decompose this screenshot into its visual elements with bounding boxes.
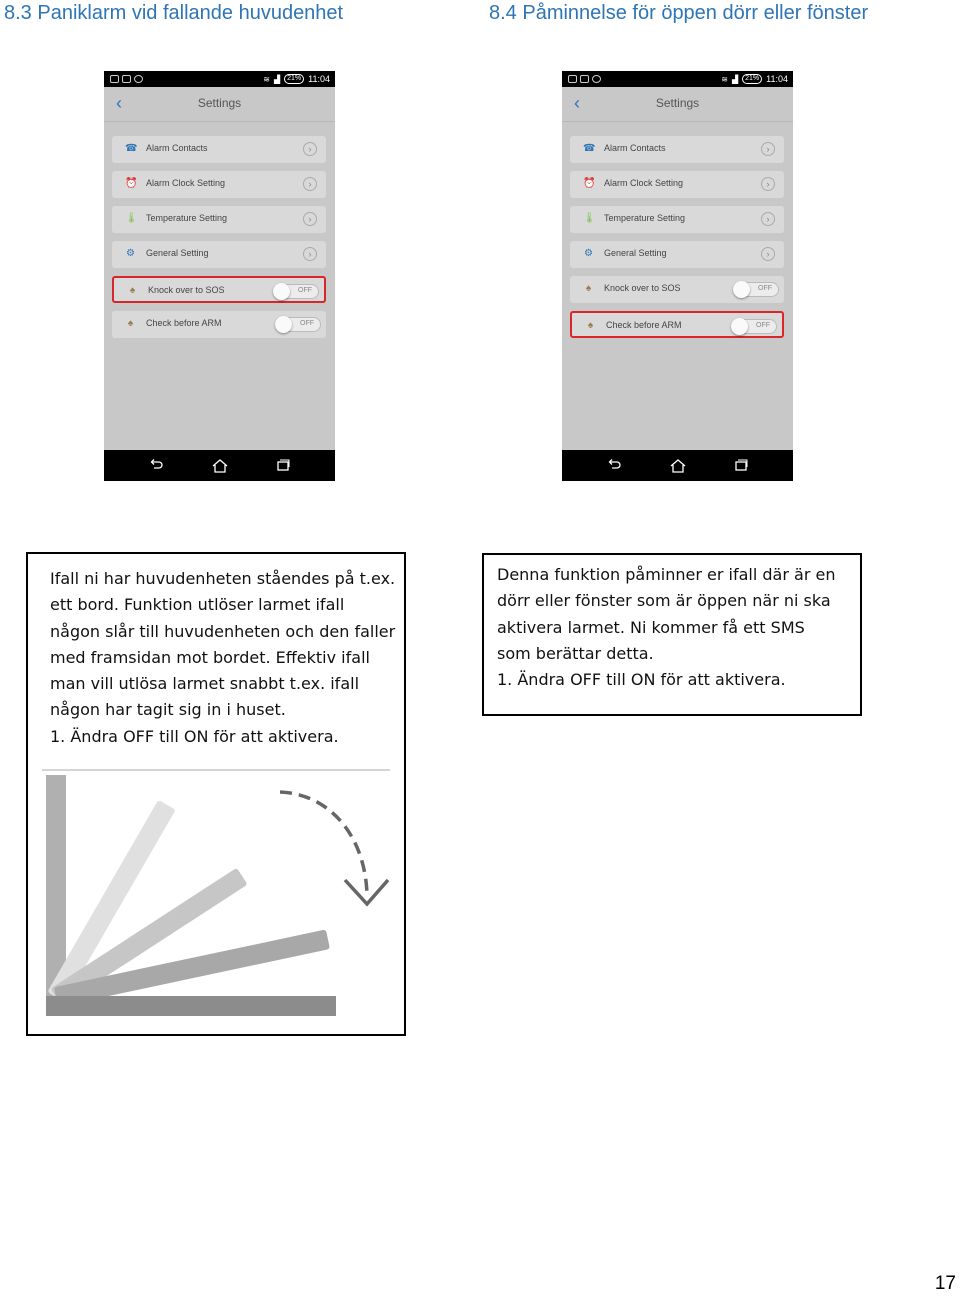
switch-knob: [275, 316, 292, 333]
phone-icon: ☎: [583, 143, 596, 154]
knock-icon: ♠: [585, 283, 592, 294]
recent-apps-icon[interactable]: [276, 458, 290, 472]
unit-fallen: [46, 996, 336, 1016]
menu-general-setting[interactable]: [570, 241, 784, 268]
text-line: dörr eller fönster som är öppen när ni ska: [497, 591, 831, 611]
open-door-description: [497, 562, 835, 693]
phone-icon: ☎: [125, 143, 138, 154]
menu-label: General Setting: [146, 248, 209, 258]
gear-icon: ⚙: [584, 248, 593, 259]
text-line: ett bord. Funktion utlöser larmet ifall: [50, 595, 345, 615]
chevron-right-icon: ›: [303, 247, 317, 261]
chevron-right-icon: ›: [761, 142, 775, 156]
menu-label: Alarm Clock Setting: [146, 178, 226, 188]
toggle-check-before-arm[interactable]: [570, 311, 784, 338]
menu-alarm-clock-setting[interactable]: [570, 171, 784, 198]
android-nav-bar: [104, 450, 335, 481]
alarm-clock-icon: ⏰: [583, 178, 596, 189]
phone-screenshot-knock-over: [104, 71, 335, 481]
check-arm-switch[interactable]: [731, 319, 777, 334]
text-line: man vill utlösa larmet snabbt t.ex. ifall: [50, 674, 360, 694]
chevron-right-icon: ›: [761, 177, 775, 191]
thermometer-icon: 🌡: [583, 213, 596, 224]
menu-label: Temperature Setting: [604, 213, 686, 223]
status-bar: [104, 71, 335, 87]
text-line: aktivera larmet. Ni kommer få ett SMS: [497, 617, 805, 637]
knock-icon: ♠: [129, 285, 136, 296]
menu-label: Alarm Clock Setting: [604, 178, 684, 188]
settings-header: [562, 87, 793, 122]
menu-label: Temperature Setting: [146, 213, 228, 223]
knock-over-description-box: [26, 552, 406, 1036]
toggle-check-before-arm[interactable]: [112, 311, 326, 338]
menu-temperature-setting[interactable]: [112, 206, 326, 233]
text-line: 1. Ändra OFF till ON för att aktivera.: [497, 670, 786, 690]
switch-knob: [731, 318, 748, 335]
text-line: Denna funktion påminner er ifall där är en: [497, 565, 836, 584]
phone-screenshot-check-before-arm: [562, 71, 793, 481]
page-number: 17: [934, 1273, 956, 1294]
switch-state: OFF: [758, 285, 772, 292]
switch-state: OFF: [300, 320, 314, 327]
section-heading-8-4: 8.4 Påminnelse för öppen dörr eller fönster: [489, 2, 869, 24]
wifi-icon: ≋: [263, 74, 270, 84]
battery-indicator: 21%: [742, 74, 762, 84]
recent-apps-icon[interactable]: [734, 458, 748, 472]
toggle-label: Knock over to SOS: [148, 285, 225, 295]
menu-temperature-setting[interactable]: [570, 206, 784, 233]
toggle-knock-over-sos[interactable]: [570, 276, 784, 303]
chevron-right-icon: ›: [303, 142, 317, 156]
home-nav-icon[interactable]: [212, 458, 228, 474]
menu-alarm-clock-setting[interactable]: [112, 171, 326, 198]
thermometer-icon: 🌡: [125, 213, 138, 224]
gear-icon: ⚙: [126, 248, 135, 259]
check-arm-switch[interactable]: [275, 317, 321, 332]
chevron-right-icon: ›: [761, 212, 775, 226]
settings-header: [104, 87, 335, 122]
back-arrow-icon[interactable]: ‹: [116, 93, 122, 113]
wifi-icon: ≋: [721, 74, 728, 84]
toggle-label: Check before ARM: [606, 320, 682, 330]
signal-icon: ▟: [731, 74, 739, 84]
chevron-right-icon: ›: [761, 247, 775, 261]
text-line: Ifall ni har huvudenheten ståendes på t.ex.: [50, 569, 396, 588]
text-line: med framsidan mot bordet. Effektiv ifall: [50, 647, 370, 667]
chevron-right-icon: ›: [303, 177, 317, 191]
clock-time: 11:04: [766, 74, 788, 84]
notification-icon: [568, 75, 577, 83]
chevron-right-icon: ›: [303, 212, 317, 226]
nfc-icon: [122, 75, 131, 83]
knock-sos-switch[interactable]: [273, 284, 319, 299]
switch-knob: [733, 281, 750, 298]
menu-label: Alarm Contacts: [146, 143, 208, 153]
text-line: någon slår till huvudenheten och den faller: [50, 621, 396, 641]
back-nav-icon[interactable]: [607, 458, 621, 472]
text-line: någon har tagit sig in i huset.: [50, 700, 286, 720]
screen-title: Settings: [655, 96, 700, 110]
back-arrow-icon[interactable]: ‹: [574, 93, 580, 113]
screen-title: Settings: [197, 96, 242, 110]
unit-upright: [46, 775, 66, 997]
open-door-description-box: [482, 553, 862, 716]
section-heading-8-3: 8.3 Paniklarm vid fallande huvudenhet: [4, 2, 344, 24]
text-line: som berättar detta.: [497, 643, 654, 663]
clock-time: 11:04: [308, 74, 330, 84]
nfc-icon: [580, 75, 589, 83]
menu-alarm-contacts[interactable]: [570, 136, 784, 163]
switch-state: OFF: [298, 287, 312, 294]
menu-general-setting[interactable]: [112, 241, 326, 268]
back-nav-icon[interactable]: [149, 458, 163, 472]
home-nav-icon[interactable]: [670, 458, 686, 474]
toggle-label: Knock over to SOS: [604, 283, 681, 293]
status-bar: [562, 71, 793, 87]
toggle-label: Check before ARM: [146, 318, 222, 328]
info-icon: [134, 75, 143, 83]
check-arm-icon: ♠: [587, 320, 594, 331]
check-arm-icon: ♠: [127, 318, 134, 329]
notification-icon: [110, 75, 119, 83]
text-line: 1. Ändra OFF till ON för att aktivera.: [50, 726, 339, 746]
switch-state: OFF: [756, 322, 770, 329]
knock-sos-switch[interactable]: [733, 282, 779, 297]
alarm-clock-icon: ⏰: [125, 178, 138, 189]
menu-label: Alarm Contacts: [604, 143, 666, 153]
falling-unit-illustration: [40, 766, 392, 1028]
fall-direction-arrow: [280, 792, 367, 894]
knock-over-description: [50, 566, 395, 750]
menu-alarm-contacts[interactable]: [112, 136, 326, 163]
menu-label: General Setting: [604, 248, 667, 258]
toggle-knock-over-sos[interactable]: [112, 276, 326, 303]
android-nav-bar: [562, 450, 793, 481]
signal-icon: ▟: [273, 74, 281, 84]
info-icon: [592, 75, 601, 83]
battery-indicator: 21%: [284, 74, 304, 84]
switch-knob: [273, 283, 290, 300]
